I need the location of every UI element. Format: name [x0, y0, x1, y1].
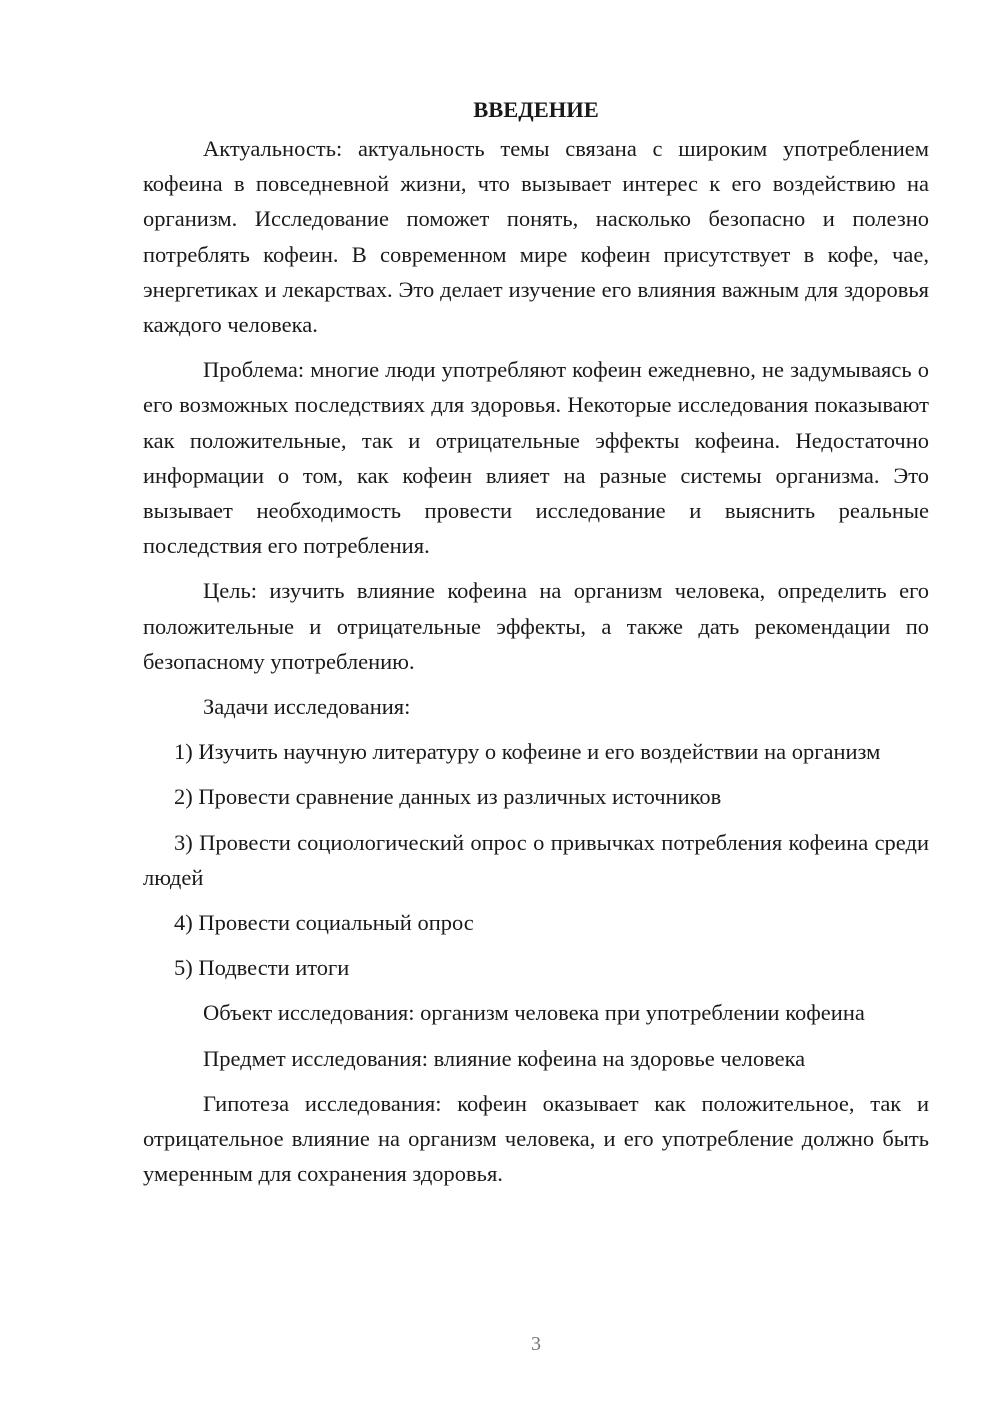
section-title: ВВЕДЕНИЕ — [473, 97, 599, 122]
subject-paragraph: Предмет исследования: влияние кофеина на здоровье человека — [203, 1045, 806, 1071]
hypothesis-paragraph: Гипотеза исследования: кофеин оказывает как положительное, так и отрицательное влияние на организм человека, и его употребление должно быть умеренным для сохранения здоровья. — [143, 1090, 929, 1187]
task-item-3: 3) Провести социологический опрос о привычках потребления кофеина среди людей — [143, 829, 929, 890]
task-item-2: 2) Провести сравнение данных из различных источников — [174, 784, 722, 810]
task-item-1: 1) Изучить научную литературу о кофеине и его воздействии на организм — [174, 739, 881, 765]
object-paragraph: Объект исследования: организм человека при употреблении кофеина — [203, 1000, 865, 1026]
problem-paragraph: Проблема: многие люди употребляют кофеин ежедневно, не задумываясь о его возможных последствиях для здоровья. Некоторые исследования показывают как положительные, так и отрицательные эффекты кофеина. Недостаточно информации о том, как кофеин влияет на разные системы организма. Это вызывает необходимость провести исследование и выяснить реальные последствия его потребления. — [143, 357, 929, 559]
document-page — [143, 92, 929, 1201]
goal-paragraph: Цель: изучить влияние кофеина на организм человека, определить его положительные и отрицательные эффекты, а также дать рекомендации по безопасному употреблению. — [143, 578, 929, 674]
task-item-5: 5) Подвести итоги — [174, 955, 350, 981]
tasks-heading: Задачи исследования: — [203, 694, 411, 720]
task-item-4: 4) Провести социальный опрос — [174, 910, 474, 936]
relevance-paragraph: Актуальность: актуальность темы связана с широким употреблением кофеина в повседневной жизни, что вызывает интерес к его воздействию на организм. Исследование поможет понять, насколько безопасно и полезно потреблять кофеин. В современном мире кофеин присутствует в кофе, чае, энергетиках и лекарствах. Это делает изучение его влияния важным для здоровья каждого человека. — [143, 136, 929, 338]
page-number: 3 — [531, 1333, 541, 1355]
